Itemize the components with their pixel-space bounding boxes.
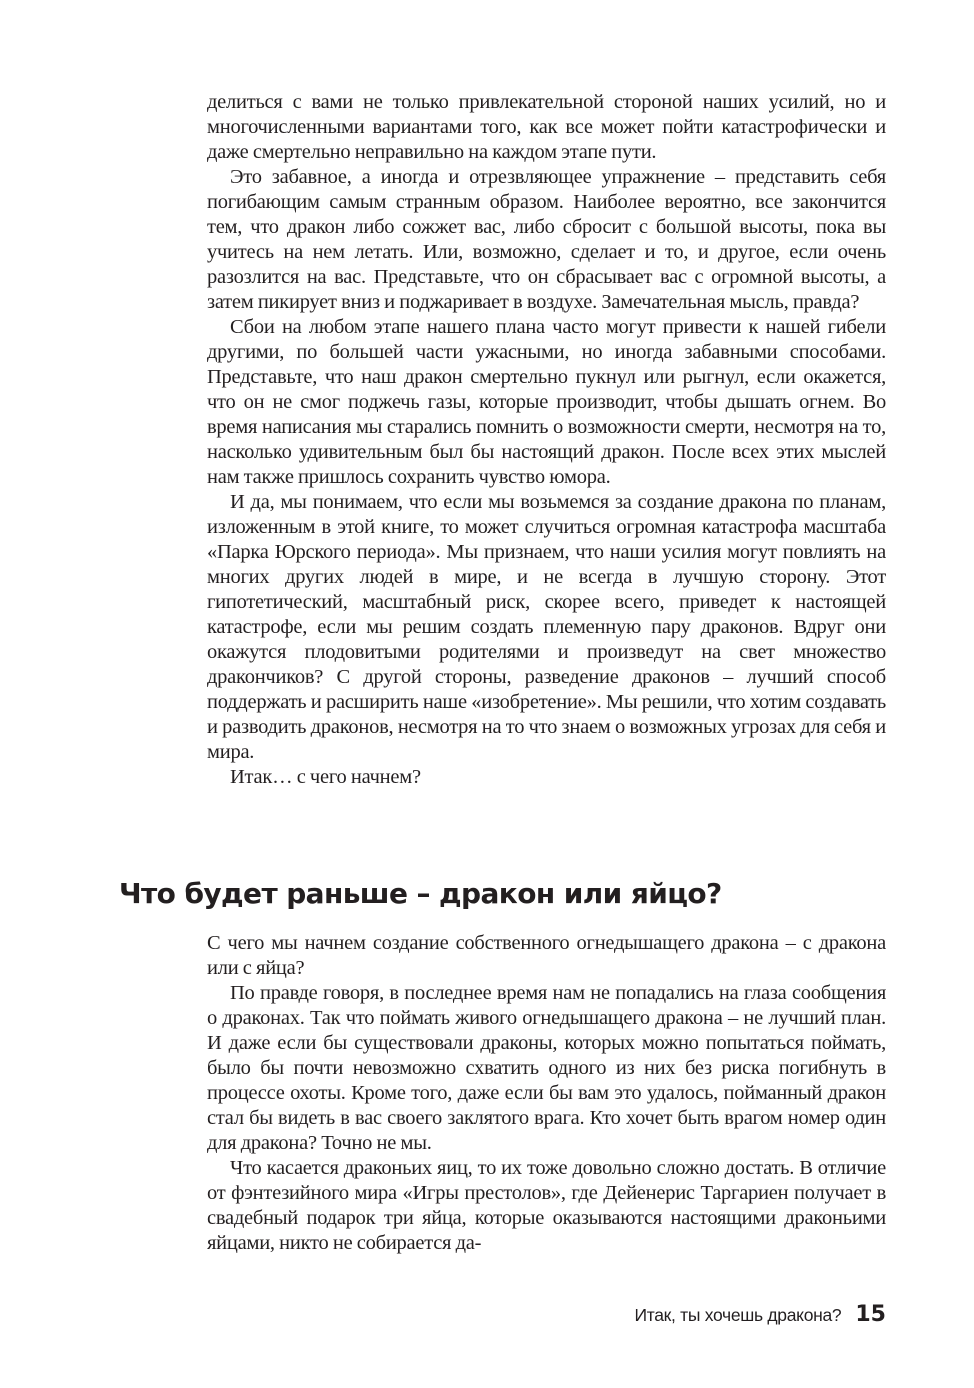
paragraph: И да, мы понимаем, что если мы возьмемся за создание дракона по планам, изложенным в этой книге, то может случиться огромная катастрофа масштаба «Парка Юрского периода». Мы признаем, что наши усилия могут повлиять на многих других людей в мире, и не всегда в лучшую сторону. Этот гипотетический, масштабный риск, скорее всего, приведет к настоящей катастрофе, если мы решим создать племенную пару драконов. Вдруг они окажутся плодовитыми родителями и произведут на свет множество дракончиков? С другой стороны, разведение драконов – лучший способ поддержать и расширить наше «изобретение». Мы решили, что хотим создавать и разводить драконов, несмотря на то что знаем о возможных угрозах для себя и мира. <box>207 491 886 763</box>
running-title: Итак, ты хочешь дракона? <box>634 1305 842 1325</box>
paragraph: Это забавное, а иногда и отрезвляющее упражнение – представить себя погибающим самым странным образом. Наиболее вероятно, все закончится тем, что дракон либо сожжет вас, либо сбросит с большой высоты, пока вы учитесь на нем летать. Или, возможно, сделает и то, и другое, если очень разозлится на вас. Представьте, что он сбрасывает вас с огромной высоты, а затем пикирует вниз и поджаривает в воздухе. Замечательная мысль, правда? <box>207 166 886 313</box>
paragraph-continuation: делиться с вами не только привлекательной стороной наших усилий, но и многочисленными вариантами того, как все может пойти катастрофически и даже смертельно неправильно на каждом этапе пути. <box>207 91 886 163</box>
paragraph: Что касается драконьих яиц, то их тоже довольно сложно достать. В отличие от фэнтезийного мира «Игры престолов», где Дейенерис Таргариен получает в свадебный подарок три яйца, которые оказываются настоящими драконьими яйцами, никто не собирается да- <box>207 1157 886 1254</box>
text-block-section <box>207 931 886 1256</box>
text-block-intro <box>207 90 886 790</box>
paragraph-first: С чего мы начнем создание собственного огнедышащего дракона – с дракона или с яйца? <box>207 932 886 979</box>
paragraph: Сбои на любом этапе нашего плана часто могут привести к нашей гибели другими, по большей части ужасными, но иногда забавными способами. Представьте, что наш дракон смертельно пукнул или рыгнул, если окажется, что он не смог поджечь газы, которые производит, чтобы дышать огнем. Во время написания мы старались помнить о возможности смерти, несмотря на то, насколько удивительным был бы настоящий дракон. После всех этих мыслей нам также пришлось сохранить чувство юмора. <box>207 316 886 488</box>
page-footer <box>634 1302 886 1327</box>
page-number: 15 <box>855 1302 886 1327</box>
paragraph: По правде говоря, в последнее время нам не попадались на глаза сообщения о драконах. Так что поймать живого огнедышащего дракона – не лучший план. И даже если бы существовали драконы, которых можно попытаться поймать, было бы почти невозможно схватить одного из них без риска погибнуть в процессе охоты. Кроме того, даже если бы вам это удалось, пойманный дракон стал бы видеть в вас своего заклятого врага. Кто хочет быть врагом номер один для дракона? Точно не мы. <box>207 982 886 1154</box>
paragraph: Итак… с чего начнем? <box>230 766 421 788</box>
section-heading: Что будет раньше – дракон или яйцо? <box>119 877 722 910</box>
